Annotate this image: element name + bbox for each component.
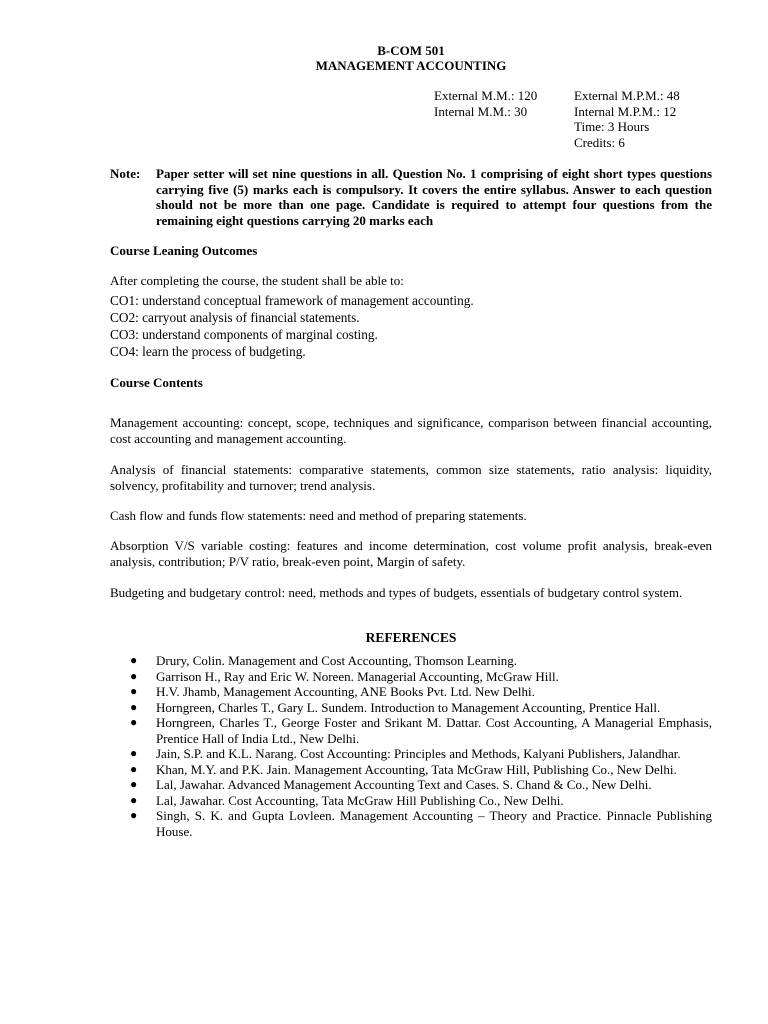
reference-item bbox=[130, 808, 712, 839]
bullet-icon: ● bbox=[130, 746, 138, 760]
marks-empty-cell bbox=[434, 119, 574, 135]
reference-item bbox=[130, 669, 712, 685]
reference-text: Khan, M.Y. and P.K. Jain. Management Accounting, Tata McGraw Hill, Publishing Co., New Delhi. bbox=[156, 761, 677, 777]
outcomes-intro: After completing the course, the student shall be able to: bbox=[110, 273, 404, 288]
reference-text: Singh, S. K. and Gupta Lovleen. Management Accounting – Theory and Practice. Pinnacle Publishing House. bbox=[156, 808, 712, 839]
outcome-item: CO2: carryout analysis of financial statements. bbox=[110, 310, 360, 325]
outcome-item: CO4: learn the process of budgeting. bbox=[110, 344, 306, 359]
reference-text: Drury, Colin. Management and Cost Accounting, Thomson Learning. bbox=[156, 653, 518, 668]
bullet-icon: ● bbox=[130, 777, 138, 791]
bullet-icon: ● bbox=[130, 699, 138, 714]
bullet-icon: ● bbox=[130, 761, 138, 776]
reference-text: Garrison H., Ray and Eric W. Noreen. Managerial Accounting, McGraw Hill. bbox=[156, 668, 559, 684]
paper-note bbox=[110, 166, 712, 228]
course-code: B-COM 501 bbox=[377, 43, 445, 58]
reference-text: Horngreen, Charles T., Gary L. Sundem. Introduction to Management Accounting, Prentice Hall. bbox=[156, 699, 661, 715]
reference-text: Lal, Jawahar. Advanced Management Accounting Text and Cases. S. Chand & Co., New Delhi. bbox=[156, 777, 652, 792]
contents-paragraph: Absorption V/S variable costing: features and income determination, cost volume profit analysis, break-even analysis, contribution; P/V ratio, break-even point, Margin of safety. bbox=[110, 538, 712, 569]
bullet-icon: ● bbox=[130, 653, 138, 667]
reference-text: Jain, S.P. and K.L. Narang. Cost Accounting: Principles and Methods, Kalyani Publishers, Jalandhar. bbox=[156, 746, 681, 761]
marks-row bbox=[434, 135, 680, 151]
internal-pass-marks: Internal M.P.M.: 12 bbox=[574, 103, 677, 119]
marks-block bbox=[434, 88, 680, 151]
external-max-marks: External M.M.: 120 bbox=[434, 88, 538, 103]
external-pass-marks: External M.P.M.: 48 bbox=[574, 88, 680, 103]
contents-paragraph: Management accounting: concept, scope, techniques and significance, comparison between financial accounting, cost accounting and management accounting. bbox=[110, 415, 712, 446]
marks-empty-cell bbox=[434, 135, 574, 151]
reference-item bbox=[130, 777, 712, 793]
contents-paragraph: Cash flow and funds flow statements: need and method of preparing statements. bbox=[110, 508, 527, 523]
outcome-item: CO3: understand components of marginal costing. bbox=[110, 327, 378, 342]
reference-item bbox=[130, 793, 712, 809]
bullet-icon: ● bbox=[130, 668, 138, 683]
contents-paragraph: Analysis of financial statements: comparative statements, common size statements, ratio analysis: liquidity, solvency, profitability and turnover; trend analysis. bbox=[110, 462, 712, 493]
credits: Credits: 6 bbox=[574, 135, 625, 151]
internal-max-marks: Internal M.M.: 30 bbox=[434, 103, 528, 119]
marks-row bbox=[434, 88, 680, 104]
references-heading: REFERENCES bbox=[365, 630, 457, 645]
reference-text: Horngreen, Charles T., George Foster and Srikant M. Dattar. Cost Accounting, A Managerial Emphasis, Prentice Hall of India Ltd., New Delhi. bbox=[156, 715, 712, 746]
reference-item bbox=[130, 762, 712, 778]
references-list bbox=[130, 653, 712, 839]
reference-item bbox=[130, 715, 712, 746]
reference-item bbox=[130, 653, 712, 669]
reference-text: Lal, Jawahar. Cost Accounting, Tata McGraw Hill Publishing Co., New Delhi. bbox=[156, 792, 564, 808]
outcomes-heading: Course Leaning Outcomes bbox=[110, 243, 258, 258]
exam-time: Time: 3 Hours bbox=[574, 119, 650, 135]
outcome-item: CO1: understand conceptual framework of management accounting. bbox=[110, 293, 474, 308]
note-label: Note: bbox=[110, 166, 141, 181]
contents-heading: Course Contents bbox=[110, 375, 203, 390]
reference-item bbox=[130, 746, 712, 762]
bullet-icon: ● bbox=[130, 684, 138, 698]
course-title: MANAGEMENT ACCOUNTING bbox=[315, 58, 507, 73]
marks-row bbox=[434, 104, 680, 120]
bullet-icon: ● bbox=[130, 715, 138, 729]
contents-paragraph: Budgeting and budgetary control: need, methods and types of budgets, essentials of budgetary control system. bbox=[110, 585, 683, 600]
note-text: Paper setter will set nine questions in all. Question No. 1 comprising of eight short types questions carrying five (5) marks each is compulsory. It covers the entire syllabus. Answer to each question should not be more than one page. Candidate is required to attempt four questions from the remaining eight questions carrying 20 marks each bbox=[156, 166, 712, 228]
reference-text: H.V. Jhamb, Management Accounting, ANE Books Pvt. Ltd. New Delhi. bbox=[156, 684, 535, 699]
reference-item bbox=[130, 684, 712, 700]
bullet-icon: ● bbox=[130, 792, 138, 807]
reference-item bbox=[130, 700, 712, 716]
marks-row bbox=[434, 119, 680, 135]
bullet-icon: ● bbox=[130, 808, 138, 822]
